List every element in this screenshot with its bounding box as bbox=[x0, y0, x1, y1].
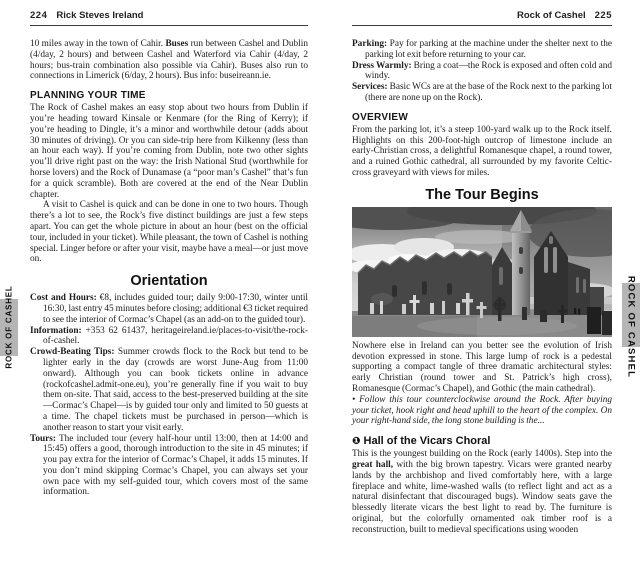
page-number-right: 225 bbox=[594, 10, 612, 21]
tour-direction-note: • Follow this tour counterclockwise around the Rock. After buying your ticket, hook right and head uphill to the heart of the complex. On your right-hand side, the long stone building is the... bbox=[352, 394, 612, 427]
entry-label: Crowd-Beating Tips: bbox=[30, 347, 115, 358]
stop-number-1-icon: ❶ bbox=[352, 435, 361, 447]
tour-begins-heading: The Tour Begins bbox=[425, 186, 539, 203]
rock-of-cashel-photo-art bbox=[352, 207, 612, 337]
entry-text: Summer crowds flock to the Rock but tend to be lighter early in the day (crowds are worst June-Aug from 11:00 onward). Although you can book tickets online in advance (rockofcashel.admit-one.eu), you’re generally fine if you wait to buy them on-site. That said, access to the best-preserved building at the site—Cormac’s Chapel—is by guided tour only and limited to 50 guests at a time. The chapel tickets must be purchased in person—which is another reason to start your visit early. bbox=[43, 347, 308, 433]
orientation-heading: Orientation bbox=[130, 273, 208, 290]
entry-crowd-beating-tips bbox=[30, 347, 308, 433]
entry-label: Parking: bbox=[352, 39, 388, 49]
entry-label: Dress Warmly: bbox=[352, 60, 412, 71]
entry-tours bbox=[30, 434, 308, 499]
entry-text: +353 62 61437, heritageireland.ie/places-to-visit/the-rock-of-cashel. bbox=[43, 325, 308, 347]
entry-label: Cost and Hours: bbox=[30, 293, 97, 304]
planning-paragraph-2: A visit to Cashel is quick and can be done in one to two hours. Though there’s a lot to see, the Rock’s five distinct buildings are just a few steps apart. You can get the whole picture in about an hour (best on the official tour, included in your ticket). While pleasant, the town of Cashel is nothing special. Linger before or after your visit, maybe have a meal—or just move on. bbox=[30, 200, 308, 265]
entry-information bbox=[30, 326, 308, 348]
photo-round-tower bbox=[510, 210, 532, 315]
running-head-right bbox=[352, 10, 612, 26]
entry-dress-warmly bbox=[352, 61, 612, 83]
hall-paragraph: This is the youngest building on the Rock (early 1400s). Step into the great hall, with the big brown tapestry. Vicars were granted nearby lands by the archbishop and lived comfortably here, with a large fireplace and white, lime-washed walls (to reflect light and act as a natural disinfectant that discouraged bugs). Window seats gave the blessedly literate vicars the best light to read by. The furniture is original, but the colorfully ornamented oak timber roof is a reconstruction, built to medieval specifications using wooden bbox=[352, 449, 612, 535]
book-title: Rick Steves Ireland bbox=[56, 10, 144, 21]
planning-heading: PLANNING YOUR TIME bbox=[30, 90, 146, 102]
tour-paragraph: Nowhere else in Ireland can you better see the evolution of Irish devotion expressed in stone. This large lump of rock is a pedestal supporting a compact tangle of three dramatic architectural styles: early Christian (round tower and St. Patrick’s high cross), Romanesque (Cormac’s Chapel), and Gothic (the main cathedral). bbox=[352, 340, 612, 394]
side-tab-left: ROCK OF CASHEL bbox=[4, 285, 14, 369]
running-head-left bbox=[30, 10, 308, 26]
rock-of-cashel-photo bbox=[352, 207, 612, 337]
page-left-content bbox=[30, 10, 308, 498]
page-right bbox=[320, 0, 640, 568]
entry-cost-and-hours bbox=[30, 293, 308, 325]
hall-of-vicars-heading bbox=[352, 435, 612, 447]
entry-text: Pay for parking at the machine under the shelter next to the parking lot exit before returning to your car. bbox=[365, 39, 612, 60]
entry-label: Information: bbox=[30, 325, 82, 336]
hall-heading-text: Hall of the Vicars Choral bbox=[363, 435, 491, 448]
entry-parking bbox=[352, 39, 612, 61]
overview-heading: OVERVIEW bbox=[352, 111, 409, 123]
planning-paragraph-1: The Rock of Cashel makes an easy stop about two hours from Dublin if you’re heading toward Kinsale or Kenmare (for the Ring of Kerry); if you’re heading to Dingle, it’s a minor and worthwhile detour (adds about 30 minutes of driving). Or you can side-trip here from Kilkenny (less than an hour each way). If you’re coming from Dublin, note two other sights you’ll drive right past on the way: the Irish National Stud (worthwhile for horse lovers) and the Rock of Dunamase (a “poor man’s Cashel” that’s fun for a quick scramble). Both are covered at the end of the Near Dublin chapter. bbox=[30, 103, 308, 200]
intro-paragraph: 10 miles away in the town of Cahir. Buses run between Cashel and Dublin (4/day, 2 hours) and between Cashel and Waterford via Cahir (4/day, 2 hours; bus-train combination also possible via Cahir). Buses also run to connections in Limerick (6/day, 2 hours). Bus info: buseireann.ie. bbox=[30, 39, 309, 82]
entry-label: Tours: bbox=[30, 433, 57, 444]
entry-text: Basic WCs are at the base of the Rock next to the parking lot (there are none up on the Rock). bbox=[365, 82, 612, 103]
page-number-left: 224 bbox=[30, 10, 48, 21]
entry-text: The included tour (every half-hour until 13:00, then at 14:00 and 15:45) offers a good, thorough introduction to the site in 45 minutes; if you pay extra for the interior of Cormac’s Chapel, it adds 15 minutes. If you don’t mind skipping Cormac’s Chapel, you can always set your own pace with my self-guided tour, which covers most of the same information. bbox=[43, 433, 308, 498]
section-title: Rock of Cashel bbox=[517, 10, 586, 21]
overview-paragraph: From the parking lot, it’s a steep 100-yard walk up to the Rock itself. Highlights on this 200-foot-high outcrop of limestone include an early-Christian cross, a delightful Romanesque chapel, a round tower, and a ruined Gothic cathedral, all surrounded by my favorite Celtic-cross graveyard with views for miles. bbox=[352, 124, 612, 178]
side-tab-right: ROCK OF CASHEL bbox=[625, 275, 637, 379]
entry-label: Services: bbox=[352, 82, 388, 93]
entry-text: Bring a coat—the Rock is exposed and often cold and windy. bbox=[365, 60, 612, 82]
entry-services bbox=[352, 82, 612, 104]
entry-text: €8, includes guided tour; daily 9:00-17:30, winter until 16:30, last entry 45 minutes before closing; additional €3 ticket required to see the interior of Cormac’s Chapel (as an add-on to the guided tour). bbox=[43, 293, 309, 325]
practicalities-entries bbox=[352, 39, 612, 104]
page-right-content bbox=[352, 10, 612, 536]
